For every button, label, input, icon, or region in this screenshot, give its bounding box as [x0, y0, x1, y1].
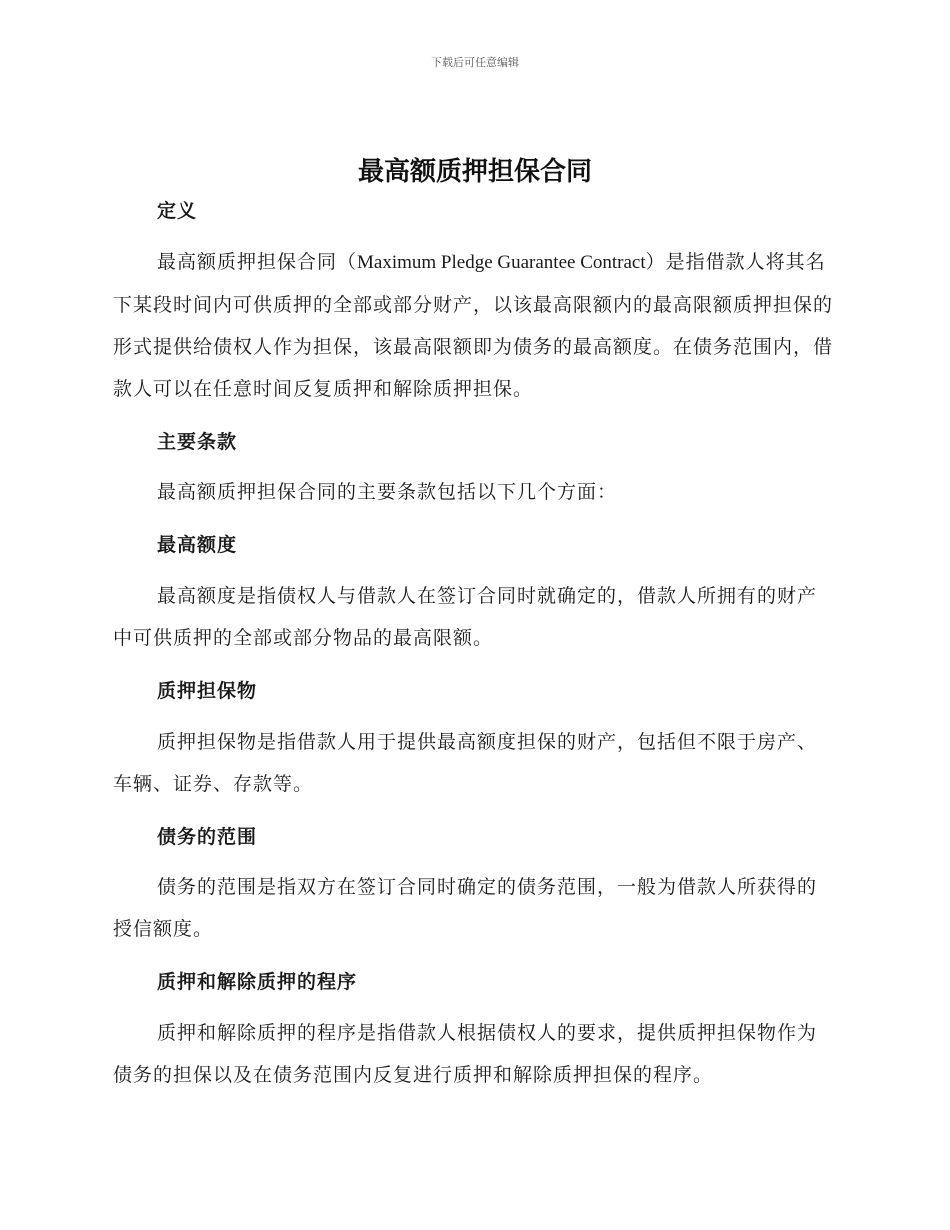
- section-heading-max-amount: 最高额度: [157, 534, 238, 556]
- paragraph-latin-term: Maximum Pledge Guarantee Contract: [357, 252, 646, 273]
- section-paragraph-main-terms: 最高额质押担保合同的主要条款包括以下几个方面：: [157, 481, 618, 503]
- section-paragraph-definition: [113, 241, 835, 410]
- section-paragraph-collateral: 质押担保物是指借款人用于提供最高额度担保的财产，包括但不限于房产、车辆、证券、存款等。: [113, 731, 818, 795]
- section-heading-collateral: 质押担保物: [157, 680, 258, 702]
- section-heading-main-terms: 主要条款: [157, 431, 238, 453]
- section-paragraph-debt-scope: 债务的范围是指双方在签订合同时确定的债务范围，一般为借款人所获得的授信额度。: [113, 876, 818, 940]
- paragraph-text: 最高额质押担保合同（: [157, 251, 358, 273]
- section-paragraph-procedure: 质押和解除质押的程序是指借款人根据债权人的要求，提供质押担保物作为债务的担保以及在债务范围内反复进行质押和解除质押担保的程序。: [113, 1022, 818, 1086]
- paragraph-text: ）是指借款人将其名下某段时间内可供质押的全部或部分财产，以该最高限额内的最高限额质押担保的形式提供给债权人作为担保，该最高限额即为债务的最高额度。在债务范围内，借款人可以在任意时间反复质押和解除质押担保。: [113, 251, 834, 400]
- section-paragraph-max-amount: 最高额度是指债权人与借款人在签订合同时就确定的，借款人所拥有的财产中可供质押的全部或部分物品的最高限额。: [113, 585, 818, 649]
- section-heading-debt-scope: 债务的范围: [157, 826, 258, 848]
- document-title: 最高额质押担保合同: [357, 157, 592, 187]
- header-note: 下载后可任意编辑: [431, 56, 519, 69]
- section-heading-definition: 定义: [157, 200, 198, 222]
- section-heading-procedure: 质押和解除质押的程序: [157, 971, 358, 993]
